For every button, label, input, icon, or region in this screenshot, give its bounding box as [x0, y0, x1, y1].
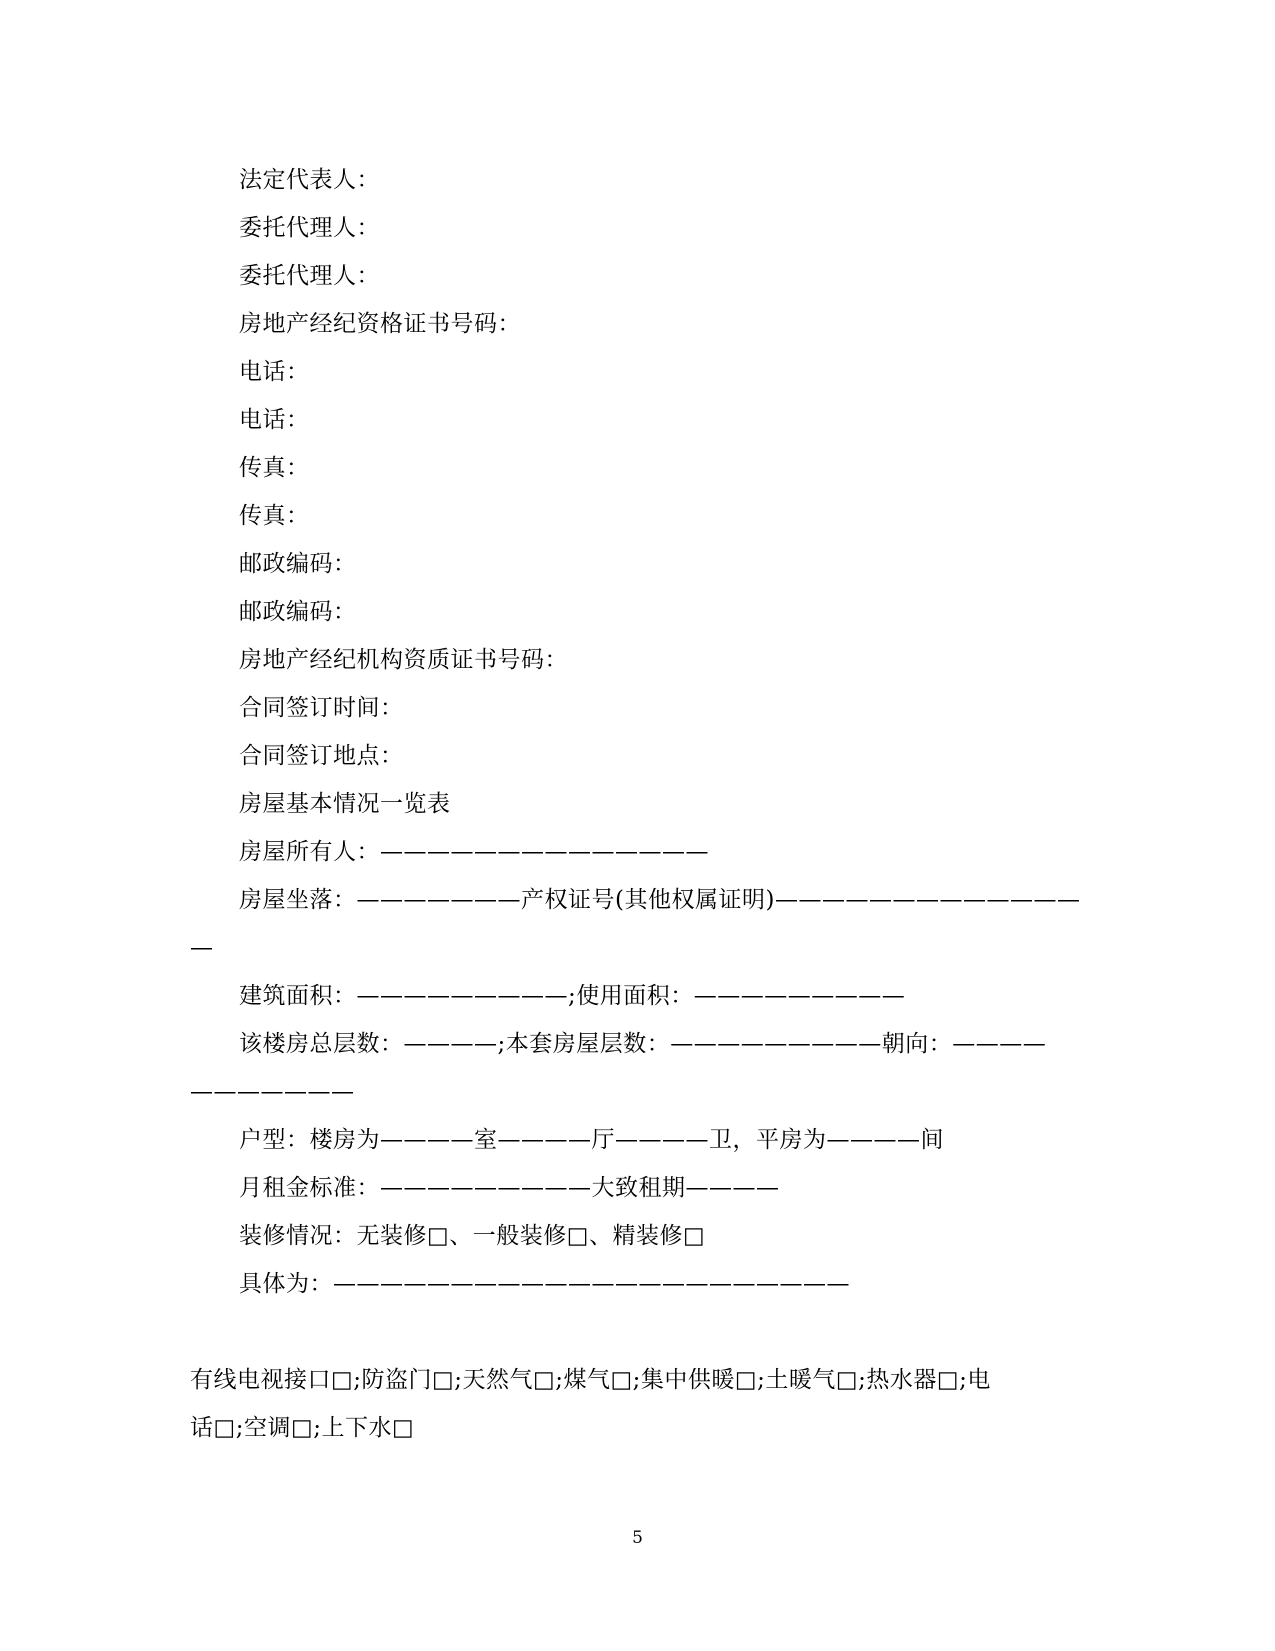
legal-representative-line: 法定代表人：: [239, 167, 380, 193]
fax-line-1: 传真：: [239, 455, 310, 481]
house-owner-line: 房屋所有人：——————————————: [239, 839, 709, 865]
rent-line: 月租金标准：—————————大致租期————: [239, 1175, 780, 1201]
decoration-line: 装修情况：无装修□、一般装修□、精装修□: [239, 1223, 706, 1249]
facilities-line: 有线电视接口□;防盗门□;天然气□;煤气□;集中供暖□;土暖气□;热水器□;电: [190, 1367, 991, 1393]
agent-certificate-line: 房地产经纪资格证书号码：: [239, 311, 521, 337]
signing-place-line: 合同签订地点：: [239, 743, 404, 769]
signing-time-line: 合同签订时间：: [239, 695, 404, 721]
details-line: 具体为：——————————————————————: [239, 1271, 850, 1297]
agent-line-1: 委托代理人：: [239, 215, 380, 241]
house-location-continuation: —: [190, 935, 214, 961]
agent-line-2: 委托代理人：: [239, 263, 380, 289]
house-overview-heading: 房屋基本情况一览表: [239, 791, 451, 817]
area-line: 建筑面积：—————————;使用面积：—————————: [239, 983, 906, 1009]
layout-line: 户型：楼房为————室————厅————卫，平房为————间: [239, 1127, 944, 1153]
phone-line-1: 电话：: [239, 359, 310, 385]
facilities-continuation: 话□;空调□;上下水□: [190, 1415, 415, 1441]
page-number: 5: [632, 1528, 643, 1548]
floors-continuation: ———————: [190, 1079, 355, 1105]
phone-line-2: 电话：: [239, 407, 310, 433]
postal-code-line-2: 邮政编码：: [239, 599, 357, 625]
fax-line-2: 传真：: [239, 503, 310, 529]
floors-line: 该楼房总层数：————;本套房屋层数：—————————朝向：————: [239, 1031, 1047, 1057]
agency-certificate-line: 房地产经纪机构资质证书号码：: [239, 647, 568, 673]
house-location-line: 房屋坐落：———————产权证号(其他权属证明)—————————————: [239, 887, 1081, 913]
postal-code-line-1: 邮政编码：: [239, 551, 357, 577]
